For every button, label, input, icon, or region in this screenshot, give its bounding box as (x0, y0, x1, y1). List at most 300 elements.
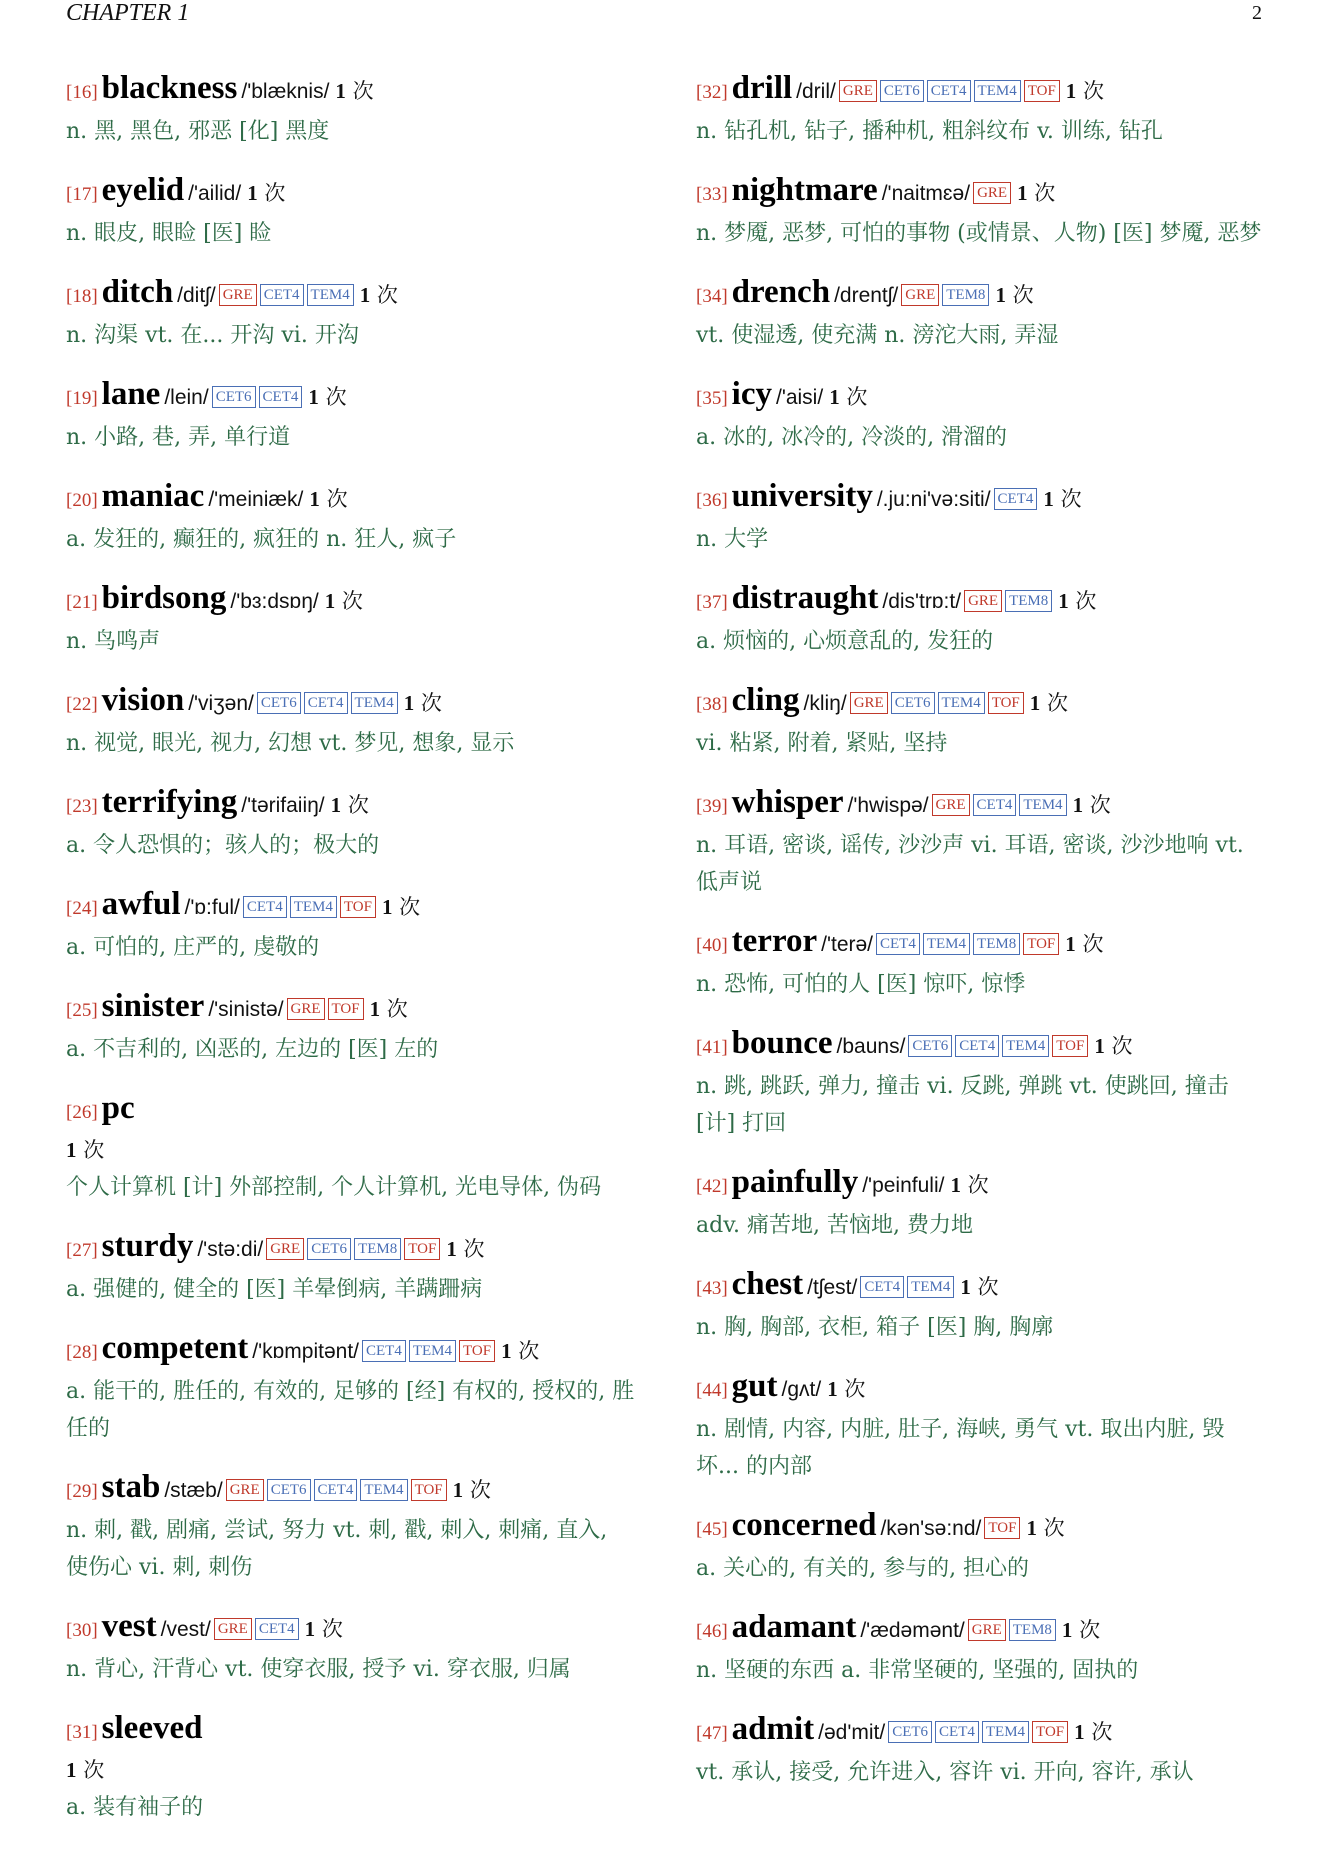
frequency-count (995, 283, 1033, 307)
entry-index: [16] (66, 82, 98, 103)
vocab-entry (66, 1226, 636, 1308)
frequency-count (404, 691, 442, 715)
entry-word: whisper (731, 784, 844, 820)
frequency-count (335, 79, 373, 103)
exam-tag-badge: TEM4 (290, 896, 337, 918)
frequency-number: 1 (66, 1138, 77, 1162)
entry-word: terror (731, 923, 818, 959)
frequency-unit: 次 (1091, 1720, 1113, 1744)
entry-word: pc (101, 1090, 135, 1126)
vocab-entry (66, 782, 636, 864)
vocab-entry (696, 1366, 1266, 1485)
exam-tag-badge: TEM4 (1019, 794, 1066, 816)
exam-tag-badge: TOF (1023, 933, 1059, 955)
entry-index: [27] (66, 1240, 98, 1261)
frequency-number: 1 (950, 1173, 961, 1197)
frequency-count (1058, 589, 1096, 613)
frequency-count (325, 589, 363, 613)
entry-headline (696, 1505, 1266, 1550)
frequency-number: 1 (1029, 691, 1041, 715)
frequency-number: 1 (1026, 1516, 1037, 1540)
frequency-number: 1 (369, 997, 381, 1021)
exam-tag-badge: TOF (340, 896, 376, 918)
entry-index: [17] (66, 184, 98, 205)
frequency-count (827, 1377, 865, 1401)
frequency-unit: 次 (463, 1237, 485, 1261)
vocab-entry (696, 1264, 1266, 1346)
vocab-entry (66, 986, 636, 1068)
vocabulary-columns (66, 68, 1266, 1846)
frequency-count (370, 997, 408, 1021)
frequency-count (66, 1758, 104, 1782)
right-column (696, 68, 1266, 1846)
entry-word: icy (731, 376, 772, 412)
exam-tag-badge: GRE (214, 1618, 252, 1640)
frequency-number: 1 (359, 283, 371, 307)
entry-word: sturdy (101, 1228, 194, 1264)
frequency-count (66, 1138, 104, 1162)
exam-tag-badge: TOF (411, 1479, 447, 1501)
frequency-count (309, 487, 347, 511)
exam-tag-badge: CET4 (955, 1035, 999, 1057)
entry-phonetic: /'hwispə/ (847, 794, 929, 817)
entry-phonetic: /'tərifaiiŋ/ (241, 794, 325, 817)
entry-word: terrifying (101, 784, 238, 820)
vocab-entry (696, 1162, 1266, 1244)
entry-headline (66, 1606, 636, 1651)
entry-phonetic: /dis'trɒ:t/ (882, 590, 962, 613)
entry-definition: a. 强健的, 健全的 [医] 羊晕倒病, 羊蹒跚病 (66, 1277, 483, 1302)
entry-index: [31] (66, 1722, 98, 1743)
frequency-number: 1 (247, 181, 258, 205)
entry-phonetic: /'stə:di/ (197, 1238, 264, 1261)
entry-word: eyelid (101, 172, 185, 208)
frequency-number: 1 (995, 283, 1006, 307)
frequency-unit: 次 (376, 283, 398, 307)
frequency-count (1094, 1034, 1132, 1058)
exam-tag-badge: TEM4 (360, 1479, 407, 1501)
exam-tag-badge: CET6 (307, 1238, 351, 1260)
frequency-line (66, 1133, 636, 1169)
entry-definition: n. 视觉, 眼光, 视力, 幻想 vt. 梦见, 想象, 显示 (66, 731, 515, 756)
exam-tag-badge: TEM8 (973, 933, 1020, 955)
exam-tag-badge: GRE (968, 1619, 1006, 1641)
frequency-count (829, 385, 867, 409)
entry-word: chest (731, 1266, 804, 1302)
exam-tag-badge: TOF (328, 998, 364, 1020)
entry-definition: a. 能干的, 胜任的, 有效的, 足够的 [经] 有权的, 授权的, 胜任的 (66, 1379, 635, 1441)
entry-index: [30] (66, 1620, 98, 1641)
frequency-count (1074, 1720, 1112, 1744)
entry-phonetic: /'naitmɛə/ (881, 182, 971, 205)
exam-tag-badge: TEM4 (923, 933, 970, 955)
entry-definition: adv. 痛苦地, 苦恼地, 费力地 (696, 1213, 973, 1238)
exam-tag-badge: TEM4 (982, 1721, 1029, 1743)
exam-tag-badge: CET4 (973, 794, 1017, 816)
entry-phonetic: /'terə/ (821, 933, 874, 956)
frequency-count (446, 1237, 484, 1261)
frequency-unit: 次 (846, 385, 868, 409)
entry-definition: n. 眼皮, 眼睑 [医] 睑 (66, 221, 272, 246)
entry-word: cling (731, 682, 800, 718)
entry-phonetic: /əd'mit/ (818, 1721, 886, 1744)
frequency-unit: 次 (967, 1173, 989, 1197)
exam-tag-badge: GRE (226, 1479, 264, 1501)
frequency-number: 1 (827, 1377, 838, 1401)
entry-phonetic: /.ju:ni'və:siti/ (876, 488, 991, 511)
vocab-entry (66, 476, 636, 558)
vocab-entry (696, 1607, 1266, 1689)
exam-tag-badge: TEM4 (974, 80, 1021, 102)
entry-word: painfully (731, 1164, 859, 1200)
entry-word: sinister (101, 988, 205, 1024)
vocab-entry (696, 68, 1266, 150)
exam-tag-badge: GRE (839, 80, 877, 102)
vocab-entry (696, 921, 1266, 1003)
frequency-number: 1 (1017, 181, 1028, 205)
entry-index: [40] (696, 935, 728, 956)
exam-tag-badge: TEM4 (907, 1276, 954, 1298)
frequency-number: 1 (446, 1237, 457, 1261)
frequency-unit: 次 (83, 1758, 105, 1782)
entry-index: [19] (66, 388, 98, 409)
frequency-count (960, 1275, 998, 1299)
frequency-count (1030, 691, 1068, 715)
entry-phonetic: /drentʃ/ (834, 284, 899, 307)
entry-phonetic: /'blæknis/ (241, 80, 330, 103)
vocab-entry (66, 68, 636, 150)
vocab-entry (696, 680, 1266, 762)
frequency-number: 1 (829, 385, 840, 409)
entry-index: [21] (66, 592, 98, 613)
entry-headline (696, 680, 1266, 725)
entry-definition: a. 关心的, 有关的, 参与的, 担心的 (696, 1556, 1030, 1581)
vocab-entry (696, 476, 1266, 558)
entry-index: [20] (66, 490, 98, 511)
exam-tag-badge: CET4 (304, 692, 348, 714)
entry-word: gut (731, 1368, 778, 1404)
vocab-entry (696, 1505, 1266, 1587)
entry-index: [43] (696, 1278, 728, 1299)
frequency-unit: 次 (1082, 932, 1104, 956)
frequency-number: 1 (1065, 932, 1076, 956)
entry-index: [25] (66, 1000, 98, 1021)
frequency-number: 1 (1061, 1618, 1073, 1642)
frequency-unit: 次 (844, 1377, 866, 1401)
entry-index: [23] (66, 796, 98, 817)
entry-headline (696, 1162, 1266, 1207)
frequency-count (308, 385, 346, 409)
frequency-unit: 次 (1034, 181, 1056, 205)
entry-definition: a. 烦恼的, 心烦意乱的, 发狂的 (696, 629, 994, 654)
entry-definition: n. 背心, 汗背心 vt. 使穿衣服, 授予 vi. 穿衣服, 归属 (66, 1657, 571, 1682)
exam-tag-badge: TOF (404, 1238, 440, 1260)
entry-headline (66, 680, 636, 725)
vocab-entry (696, 578, 1266, 660)
frequency-number: 1 (403, 691, 415, 715)
entry-phonetic: /'meiniæk/ (208, 488, 304, 511)
exam-tag-badge: TEM4 (1002, 1035, 1049, 1057)
entry-headline (66, 1708, 636, 1753)
entry-headline (696, 68, 1266, 113)
entry-headline (696, 1607, 1266, 1652)
exam-tag-badge: TEM4 (351, 692, 398, 714)
frequency-number: 1 (66, 1758, 77, 1782)
entry-phonetic: /'viʒən/ (188, 692, 254, 715)
entry-definition: n. 梦魇, 恶梦, 可怕的事物 (或情景、人物) [医] 梦魇, 恶梦 (696, 221, 1262, 246)
exam-tag-badge: CET6 (212, 386, 256, 408)
frequency-unit: 次 (1079, 1618, 1101, 1642)
entry-index: [39] (696, 796, 728, 817)
vocab-entry (66, 374, 636, 456)
entry-phonetic: /gʌt/ (781, 1378, 822, 1401)
entry-definition: vt. 承认, 接受, 允许进入, 容许 vi. 开向, 容许, 承认 (696, 1760, 1194, 1785)
entry-word: ditch (101, 274, 174, 310)
entry-headline (66, 782, 636, 827)
entry-definition: n. 恐怖, 可怕的人 [医] 惊吓, 惊悸 (696, 972, 1026, 997)
vocab-entry (696, 374, 1266, 456)
entry-definition: n. 小路, 巷, 弄, 单行道 (66, 425, 291, 450)
frequency-count (382, 895, 420, 919)
entry-index: [22] (66, 694, 98, 715)
entry-phonetic: /kən'sə:nd/ (880, 1517, 982, 1540)
entry-definition: n. 耳语, 密谈, 谣传, 沙沙声 vi. 耳语, 密谈, 沙沙地响 vt. 低声说 (696, 833, 1244, 895)
frequency-unit: 次 (469, 1478, 491, 1502)
frequency-unit: 次 (264, 181, 286, 205)
frequency-number: 1 (335, 79, 346, 103)
entry-word: sleeved (101, 1710, 203, 1746)
entry-headline (66, 1467, 636, 1512)
exam-tag-badge: CET4 (260, 284, 304, 306)
exam-tag-badge: TOF (1032, 1721, 1068, 1743)
entry-word: admit (731, 1711, 815, 1747)
entry-definition: vt. 使湿透, 使充满 n. 滂沱大雨, 弄湿 (696, 323, 1059, 348)
vocab-entry (696, 1709, 1266, 1791)
entry-definition: a. 装有袖子的 (66, 1795, 204, 1820)
entry-index: [34] (696, 286, 728, 307)
exam-tag-badge: CET6 (888, 1721, 932, 1743)
vocab-entry (66, 1467, 636, 1586)
entry-headline (66, 1226, 636, 1271)
exam-tag-badge: CET4 (255, 1618, 299, 1640)
entry-word: nightmare (731, 172, 878, 208)
entry-definition: n. 沟渠 vt. 在... 开沟 vi. 开沟 (66, 323, 359, 348)
exam-tag-badge: TEM4 (409, 1340, 456, 1362)
entry-headline (696, 1264, 1266, 1309)
exam-tag-badge: CET6 (267, 1479, 311, 1501)
entry-index: [47] (696, 1723, 728, 1744)
frequency-unit: 次 (325, 385, 347, 409)
frequency-line (66, 1753, 636, 1789)
vocab-entry (696, 1023, 1266, 1142)
frequency-count (1043, 487, 1081, 511)
exam-tag-badge: CET4 (994, 488, 1038, 510)
entry-phonetic: /kliŋ/ (803, 692, 847, 715)
exam-tag-badge: GRE (973, 182, 1011, 204)
exam-tag-badge: TOF (984, 1517, 1020, 1539)
entry-headline (66, 884, 636, 929)
frequency-unit: 次 (420, 691, 442, 715)
entry-phonetic: /'kɒmpitənt/ (252, 1340, 360, 1363)
frequency-unit: 次 (341, 589, 363, 613)
entry-phonetic: /dril/ (796, 80, 836, 103)
exam-tag-badge: CET6 (908, 1035, 952, 1057)
exam-tag-badge: CET4 (935, 1721, 979, 1743)
frequency-count (1062, 1618, 1100, 1642)
frequency-unit: 次 (399, 895, 421, 919)
exam-tag-badge: GRE (964, 590, 1002, 612)
entry-index: [29] (66, 1481, 98, 1502)
exam-tag-badge: TOF (459, 1340, 495, 1362)
vocab-entry (66, 884, 636, 966)
exam-tag-badge: TEM8 (942, 284, 989, 306)
vocab-entry (66, 272, 636, 354)
entry-headline (66, 68, 636, 113)
entry-index: [28] (66, 1342, 98, 1363)
frequency-count (305, 1617, 343, 1641)
vocab-entry (66, 578, 636, 660)
entry-phonetic: /'aisi/ (775, 386, 824, 409)
exam-tag-badge: GRE (850, 692, 888, 714)
entry-phonetic: /'ædəmənt/ (860, 1619, 965, 1642)
entry-definition: n. 剧情, 内容, 内脏, 肚子, 海峡, 勇气 vt. 取出内脏, 毁坏... 的内部 (696, 1417, 1225, 1479)
entry-word: lane (101, 376, 161, 412)
vocab-entry (66, 170, 636, 252)
entry-headline (66, 476, 636, 521)
entry-index: [35] (696, 388, 728, 409)
entry-word: maniac (101, 478, 205, 514)
frequency-unit: 次 (1060, 487, 1082, 511)
exam-tag-badge: CET4 (927, 80, 971, 102)
exam-tag-badge: CET4 (876, 933, 920, 955)
entry-word: bounce (731, 1025, 833, 1061)
entry-index: [18] (66, 286, 98, 307)
entry-phonetic: /tʃest/ (807, 1276, 858, 1299)
entry-definition: n. 大学 (696, 527, 769, 552)
frequency-count (247, 181, 285, 205)
entry-word: adamant (731, 1609, 857, 1645)
frequency-number: 1 (381, 895, 393, 919)
entry-word: vest (101, 1608, 157, 1644)
frequency-number: 1 (1074, 1720, 1085, 1744)
entry-phonetic: /stæb/ (164, 1479, 223, 1502)
entry-definition: a. 不吉利的, 凶恶的, 左边的 [医] 左的 (66, 1037, 439, 1062)
entry-word: birdsong (101, 580, 227, 616)
vocab-entry (66, 1606, 636, 1688)
frequency-unit: 次 (1046, 691, 1068, 715)
frequency-number: 1 (501, 1339, 512, 1363)
exam-tag-badge: CET4 (860, 1276, 904, 1298)
entry-definition: a. 冰的, 冰冷的, 冷淡的, 滑溜的 (696, 425, 1008, 450)
entry-phonetic: /'ailid/ (188, 182, 242, 205)
entry-word: competent (101, 1330, 249, 1366)
entry-headline (696, 578, 1266, 623)
frequency-number: 1 (1065, 79, 1077, 103)
entry-definition: vi. 粘紧, 附着, 紧贴, 坚持 (696, 731, 948, 756)
entry-index: [33] (696, 184, 728, 205)
frequency-unit: 次 (352, 79, 374, 103)
entry-index: [42] (696, 1176, 728, 1197)
entry-index: [37] (696, 592, 728, 613)
entry-word: drill (731, 70, 793, 106)
entry-definition: n. 鸟鸣声 (66, 629, 161, 654)
vocab-entry (66, 1088, 636, 1206)
entry-phonetic: /'bɜ:dsɒŋ/ (230, 590, 319, 613)
entry-headline (696, 374, 1266, 419)
frequency-count (1065, 932, 1103, 956)
entry-headline (696, 1709, 1266, 1754)
entry-phonetic: /lein/ (164, 386, 209, 409)
frequency-unit: 次 (1043, 1516, 1065, 1540)
entry-word: distraught (731, 580, 879, 616)
exam-tag-badge: CET4 (362, 1340, 406, 1362)
exam-tag-badge: GRE (266, 1238, 304, 1260)
frequency-count (453, 1478, 491, 1502)
entry-index: [46] (696, 1621, 728, 1642)
frequency-number: 1 (309, 487, 320, 511)
exam-tag-badge: CET6 (880, 80, 924, 102)
exam-tag-badge: TOF (988, 692, 1024, 714)
entry-phonetic: /vest/ (160, 1618, 211, 1641)
exam-tag-badge: CET4 (314, 1479, 358, 1501)
exam-tag-badge: CET4 (259, 386, 303, 408)
entry-index: [38] (696, 694, 728, 715)
exam-tag-badge: TOF (1052, 1035, 1088, 1057)
entry-index: [41] (696, 1037, 728, 1058)
frequency-number: 1 (1058, 589, 1069, 613)
frequency-unit: 次 (386, 997, 408, 1021)
entry-index: [44] (696, 1380, 728, 1401)
frequency-count (1017, 181, 1055, 205)
entry-index: [26] (66, 1102, 98, 1123)
frequency-unit: 次 (326, 487, 348, 511)
exam-tag-badge: CET6 (891, 692, 935, 714)
frequency-unit: 次 (977, 1275, 999, 1299)
entry-definition: 个人计算机 [计] 外部控制, 个人计算机, 光电导体, 伪码 (66, 1175, 602, 1200)
entry-headline (696, 476, 1266, 521)
entry-definition: n. 黑, 黑色, 邪恶 [化] 黑度 (66, 119, 330, 144)
exam-tag-badge: CET4 (243, 896, 287, 918)
frequency-unit: 次 (1082, 79, 1104, 103)
entry-phonetic: /bauns/ (836, 1035, 906, 1058)
entry-index: [45] (696, 1519, 728, 1540)
entry-index: [36] (696, 490, 728, 511)
frequency-unit: 次 (1012, 283, 1034, 307)
entry-headline (696, 921, 1266, 966)
entry-headline (696, 782, 1266, 827)
frequency-number: 1 (304, 1617, 316, 1641)
entry-definition: a. 可怕的, 庄严的, 虔敬的 (66, 935, 320, 960)
exam-tag-badge: CET6 (257, 692, 301, 714)
frequency-unit: 次 (347, 793, 369, 817)
vocab-entry (696, 782, 1266, 901)
exam-tag-badge: TEM8 (1009, 1619, 1056, 1641)
frequency-unit: 次 (1111, 1034, 1133, 1058)
frequency-number: 1 (1094, 1034, 1105, 1058)
exam-tag-badge: GRE (901, 284, 939, 306)
frequency-number: 1 (960, 1275, 971, 1299)
exam-tag-badge: TEM4 (307, 284, 354, 306)
exam-tag-badge: TEM4 (938, 692, 985, 714)
entry-phonetic: /'peinfuli/ (862, 1174, 945, 1197)
entry-word: drench (731, 274, 831, 310)
entry-phonetic: /'ɒ:ful/ (184, 896, 240, 919)
entry-definition: n. 刺, 戳, 剧痛, 尝试, 努力 vt. 刺, 戳, 刺入, 刺痛, 直入, 使伤心 vi. 刺, 刺伤 (66, 1518, 608, 1580)
frequency-count (360, 283, 398, 307)
entry-word: blackness (101, 70, 238, 106)
entry-index: [24] (66, 898, 98, 919)
frequency-count (1026, 1516, 1064, 1540)
